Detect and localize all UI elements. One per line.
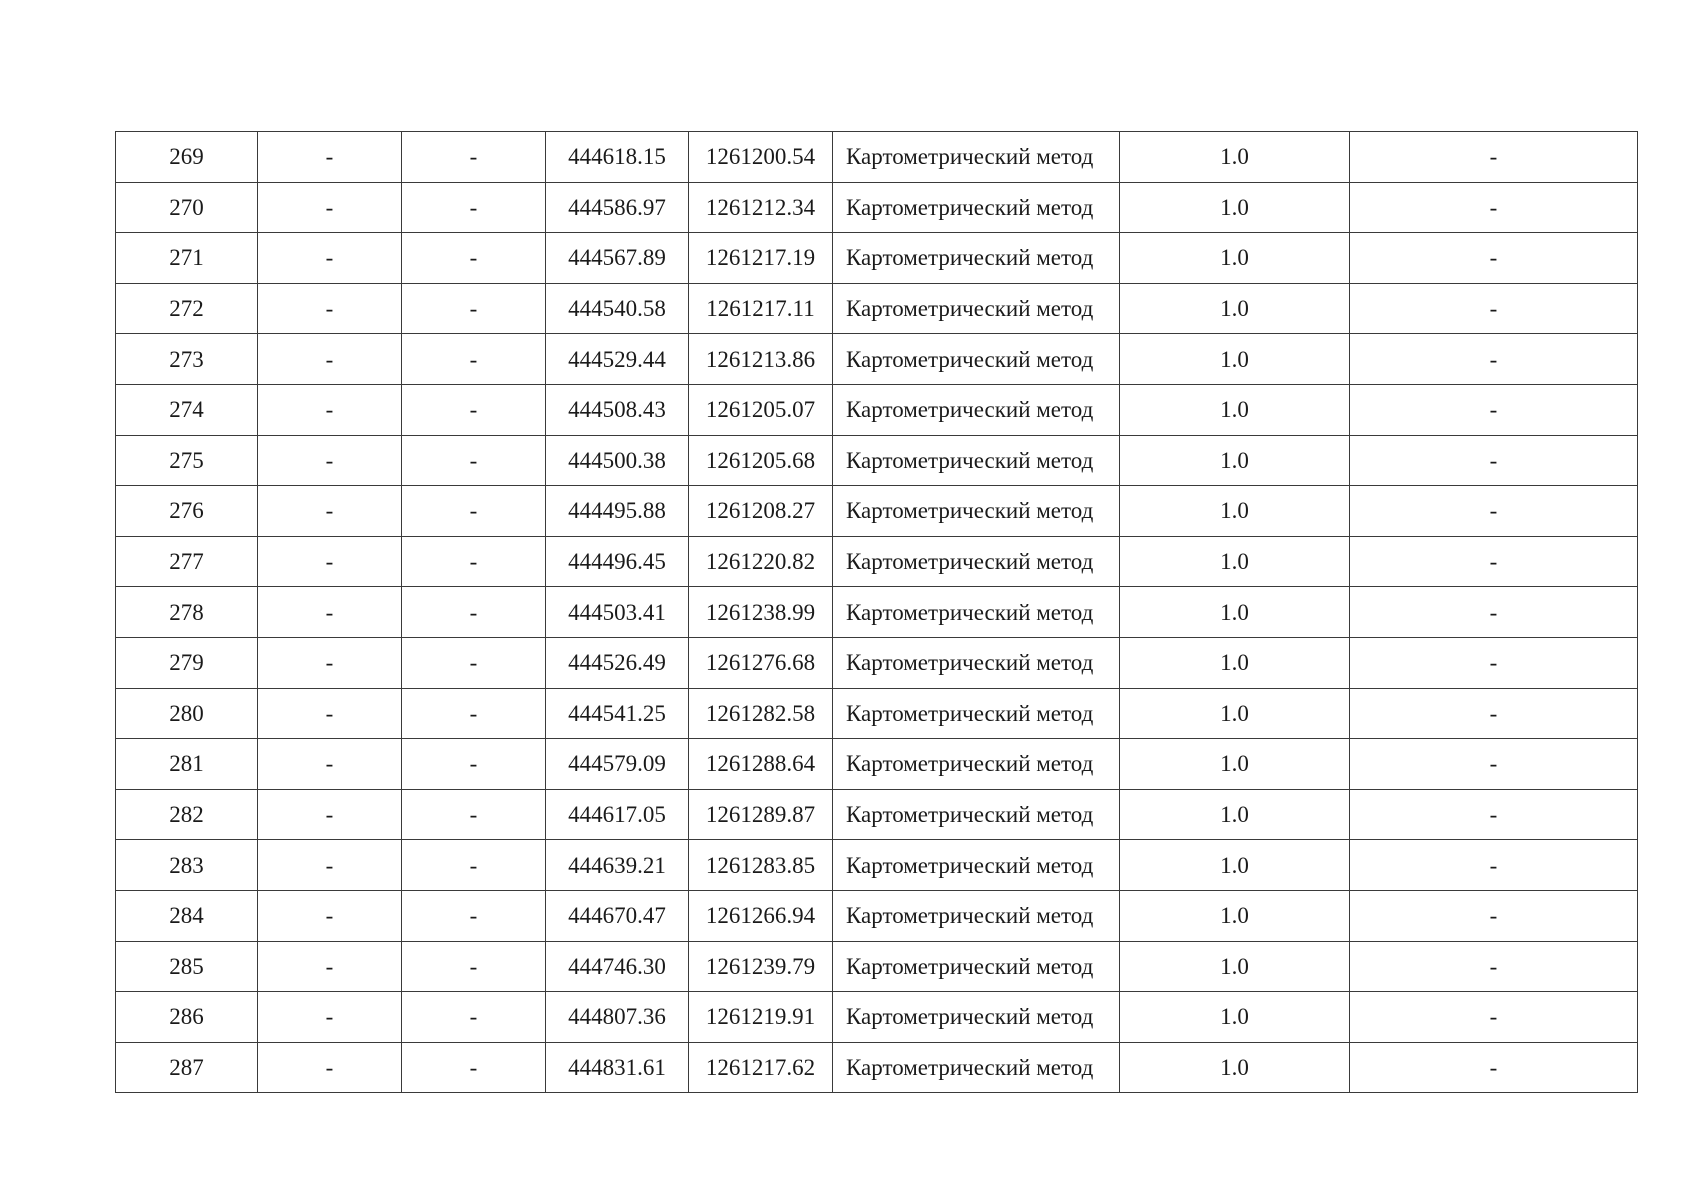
- x-coordinate-cell: 444670.47: [546, 890, 689, 941]
- empty-cell: -: [402, 334, 546, 385]
- description-cell: -: [1350, 283, 1638, 334]
- point-number-cell: 276: [116, 486, 258, 537]
- y-coordinate-cell: 1261276.68: [689, 637, 833, 688]
- method-cell: Картометрический метод: [833, 840, 1120, 891]
- empty-cell: -: [258, 941, 402, 992]
- empty-cell: -: [258, 789, 402, 840]
- empty-cell: -: [402, 486, 546, 537]
- method-cell: Картометрический метод: [833, 1042, 1120, 1093]
- empty-cell: -: [258, 334, 402, 385]
- accuracy-cell: 1.0: [1120, 688, 1350, 739]
- method-cell: Картометрический метод: [833, 233, 1120, 284]
- table-row: [116, 233, 1638, 284]
- table-row: [116, 587, 1638, 638]
- x-coordinate-cell: 444508.43: [546, 384, 689, 435]
- empty-cell: -: [402, 840, 546, 891]
- empty-cell: -: [402, 890, 546, 941]
- method-cell: Картометрический метод: [833, 789, 1120, 840]
- table-row: [116, 486, 1638, 537]
- table-row: [116, 1042, 1638, 1093]
- description-cell: -: [1350, 840, 1638, 891]
- accuracy-cell: 1.0: [1120, 334, 1350, 385]
- accuracy-cell: 1.0: [1120, 486, 1350, 537]
- empty-cell: -: [258, 435, 402, 486]
- empty-cell: -: [402, 739, 546, 790]
- point-number-cell: 272: [116, 283, 258, 334]
- x-coordinate-cell: 444529.44: [546, 334, 689, 385]
- y-coordinate-cell: 1261217.62: [689, 1042, 833, 1093]
- accuracy-cell: 1.0: [1120, 536, 1350, 587]
- point-number-cell: 279: [116, 637, 258, 688]
- method-cell: Картометрический метод: [833, 587, 1120, 638]
- description-cell: -: [1350, 536, 1638, 587]
- accuracy-cell: 1.0: [1120, 840, 1350, 891]
- empty-cell: -: [402, 182, 546, 233]
- accuracy-cell: 1.0: [1120, 283, 1350, 334]
- y-coordinate-cell: 1261200.54: [689, 132, 833, 183]
- table-row: [116, 688, 1638, 739]
- point-number-cell: 273: [116, 334, 258, 385]
- description-cell: -: [1350, 334, 1638, 385]
- accuracy-cell: 1.0: [1120, 992, 1350, 1043]
- empty-cell: -: [258, 587, 402, 638]
- empty-cell: -: [258, 384, 402, 435]
- empty-cell: -: [258, 233, 402, 284]
- y-coordinate-cell: 1261213.86: [689, 334, 833, 385]
- x-coordinate-cell: 444500.38: [546, 435, 689, 486]
- x-coordinate-cell: 444526.49: [546, 637, 689, 688]
- x-coordinate-cell: 444503.41: [546, 587, 689, 638]
- y-coordinate-cell: 1261288.64: [689, 739, 833, 790]
- description-cell: -: [1350, 992, 1638, 1043]
- method-cell: Картометрический метод: [833, 941, 1120, 992]
- description-cell: -: [1350, 688, 1638, 739]
- x-coordinate-cell: 444540.58: [546, 283, 689, 334]
- empty-cell: -: [258, 890, 402, 941]
- table-row: [116, 789, 1638, 840]
- empty-cell: -: [402, 941, 546, 992]
- y-coordinate-cell: 1261205.07: [689, 384, 833, 435]
- x-coordinate-cell: 444831.61: [546, 1042, 689, 1093]
- method-cell: Картометрический метод: [833, 283, 1120, 334]
- table-row: [116, 435, 1638, 486]
- empty-cell: -: [402, 637, 546, 688]
- table-row: [116, 384, 1638, 435]
- empty-cell: -: [402, 384, 546, 435]
- table-row: [116, 840, 1638, 891]
- point-number-cell: 275: [116, 435, 258, 486]
- x-coordinate-cell: 444541.25: [546, 688, 689, 739]
- accuracy-cell: 1.0: [1120, 182, 1350, 233]
- table-row: [116, 132, 1638, 183]
- x-coordinate-cell: 444579.09: [546, 739, 689, 790]
- y-coordinate-cell: 1261283.85: [689, 840, 833, 891]
- empty-cell: -: [258, 132, 402, 183]
- empty-cell: -: [402, 992, 546, 1043]
- empty-cell: -: [402, 132, 546, 183]
- description-cell: -: [1350, 182, 1638, 233]
- y-coordinate-cell: 1261219.91: [689, 992, 833, 1043]
- method-cell: Картометрический метод: [833, 992, 1120, 1043]
- method-cell: Картометрический метод: [833, 536, 1120, 587]
- coordinates-table: [115, 131, 1638, 1093]
- empty-cell: -: [402, 283, 546, 334]
- description-cell: -: [1350, 587, 1638, 638]
- y-coordinate-cell: 1261289.87: [689, 789, 833, 840]
- empty-cell: -: [258, 1042, 402, 1093]
- point-number-cell: 277: [116, 536, 258, 587]
- description-cell: -: [1350, 941, 1638, 992]
- empty-cell: -: [402, 233, 546, 284]
- point-number-cell: 280: [116, 688, 258, 739]
- empty-cell: -: [258, 992, 402, 1043]
- y-coordinate-cell: 1261220.82: [689, 536, 833, 587]
- accuracy-cell: 1.0: [1120, 637, 1350, 688]
- empty-cell: -: [258, 486, 402, 537]
- method-cell: Картометрический метод: [833, 486, 1120, 537]
- empty-cell: -: [258, 536, 402, 587]
- method-cell: Картометрический метод: [833, 334, 1120, 385]
- y-coordinate-cell: 1261239.79: [689, 941, 833, 992]
- y-coordinate-cell: 1261282.58: [689, 688, 833, 739]
- y-coordinate-cell: 1261266.94: [689, 890, 833, 941]
- point-number-cell: 271: [116, 233, 258, 284]
- description-cell: -: [1350, 1042, 1638, 1093]
- y-coordinate-cell: 1261238.99: [689, 587, 833, 638]
- y-coordinate-cell: 1261217.19: [689, 233, 833, 284]
- empty-cell: -: [258, 840, 402, 891]
- empty-cell: -: [402, 435, 546, 486]
- description-cell: -: [1350, 486, 1638, 537]
- description-cell: -: [1350, 739, 1638, 790]
- point-number-cell: 287: [116, 1042, 258, 1093]
- point-number-cell: 270: [116, 182, 258, 233]
- x-coordinate-cell: 444495.88: [546, 486, 689, 537]
- x-coordinate-cell: 444746.30: [546, 941, 689, 992]
- y-coordinate-cell: 1261217.11: [689, 283, 833, 334]
- accuracy-cell: 1.0: [1120, 435, 1350, 486]
- point-number-cell: 282: [116, 789, 258, 840]
- empty-cell: -: [402, 587, 546, 638]
- description-cell: -: [1350, 435, 1638, 486]
- description-cell: -: [1350, 637, 1638, 688]
- description-cell: -: [1350, 233, 1638, 284]
- method-cell: Картометрический метод: [833, 132, 1120, 183]
- table-row: [116, 182, 1638, 233]
- accuracy-cell: 1.0: [1120, 132, 1350, 183]
- empty-cell: -: [258, 283, 402, 334]
- empty-cell: -: [402, 1042, 546, 1093]
- table-row: [116, 739, 1638, 790]
- accuracy-cell: 1.0: [1120, 789, 1350, 840]
- method-cell: Картометрический метод: [833, 435, 1120, 486]
- point-number-cell: 281: [116, 739, 258, 790]
- table-row: [116, 334, 1638, 385]
- empty-cell: -: [258, 182, 402, 233]
- x-coordinate-cell: 444496.45: [546, 536, 689, 587]
- x-coordinate-cell: 444639.21: [546, 840, 689, 891]
- empty-cell: -: [258, 637, 402, 688]
- accuracy-cell: 1.0: [1120, 941, 1350, 992]
- accuracy-cell: 1.0: [1120, 384, 1350, 435]
- y-coordinate-cell: 1261208.27: [689, 486, 833, 537]
- accuracy-cell: 1.0: [1120, 739, 1350, 790]
- table-row: [116, 890, 1638, 941]
- empty-cell: -: [402, 789, 546, 840]
- accuracy-cell: 1.0: [1120, 233, 1350, 284]
- accuracy-cell: 1.0: [1120, 587, 1350, 638]
- method-cell: Картометрический метод: [833, 637, 1120, 688]
- x-coordinate-cell: 444567.89: [546, 233, 689, 284]
- table-row: [116, 992, 1638, 1043]
- point-number-cell: 284: [116, 890, 258, 941]
- point-number-cell: 283: [116, 840, 258, 891]
- accuracy-cell: 1.0: [1120, 1042, 1350, 1093]
- method-cell: Картометрический метод: [833, 890, 1120, 941]
- point-number-cell: 274: [116, 384, 258, 435]
- empty-cell: -: [258, 739, 402, 790]
- y-coordinate-cell: 1261212.34: [689, 182, 833, 233]
- x-coordinate-cell: 444618.15: [546, 132, 689, 183]
- method-cell: Картометрический метод: [833, 688, 1120, 739]
- point-number-cell: 285: [116, 941, 258, 992]
- point-number-cell: 269: [116, 132, 258, 183]
- method-cell: Картометрический метод: [833, 182, 1120, 233]
- description-cell: -: [1350, 384, 1638, 435]
- table-row: [116, 941, 1638, 992]
- empty-cell: -: [258, 688, 402, 739]
- description-cell: -: [1350, 789, 1638, 840]
- point-number-cell: 286: [116, 992, 258, 1043]
- table-row: [116, 637, 1638, 688]
- table-body: [116, 132, 1638, 1093]
- y-coordinate-cell: 1261205.68: [689, 435, 833, 486]
- x-coordinate-cell: 444586.97: [546, 182, 689, 233]
- description-cell: -: [1350, 890, 1638, 941]
- x-coordinate-cell: 444807.36: [546, 992, 689, 1043]
- method-cell: Картометрический метод: [833, 384, 1120, 435]
- table-row: [116, 536, 1638, 587]
- description-cell: -: [1350, 132, 1638, 183]
- x-coordinate-cell: 444617.05: [546, 789, 689, 840]
- method-cell: Картометрический метод: [833, 739, 1120, 790]
- table-row: [116, 283, 1638, 334]
- empty-cell: -: [402, 688, 546, 739]
- accuracy-cell: 1.0: [1120, 890, 1350, 941]
- point-number-cell: 278: [116, 587, 258, 638]
- empty-cell: -: [402, 536, 546, 587]
